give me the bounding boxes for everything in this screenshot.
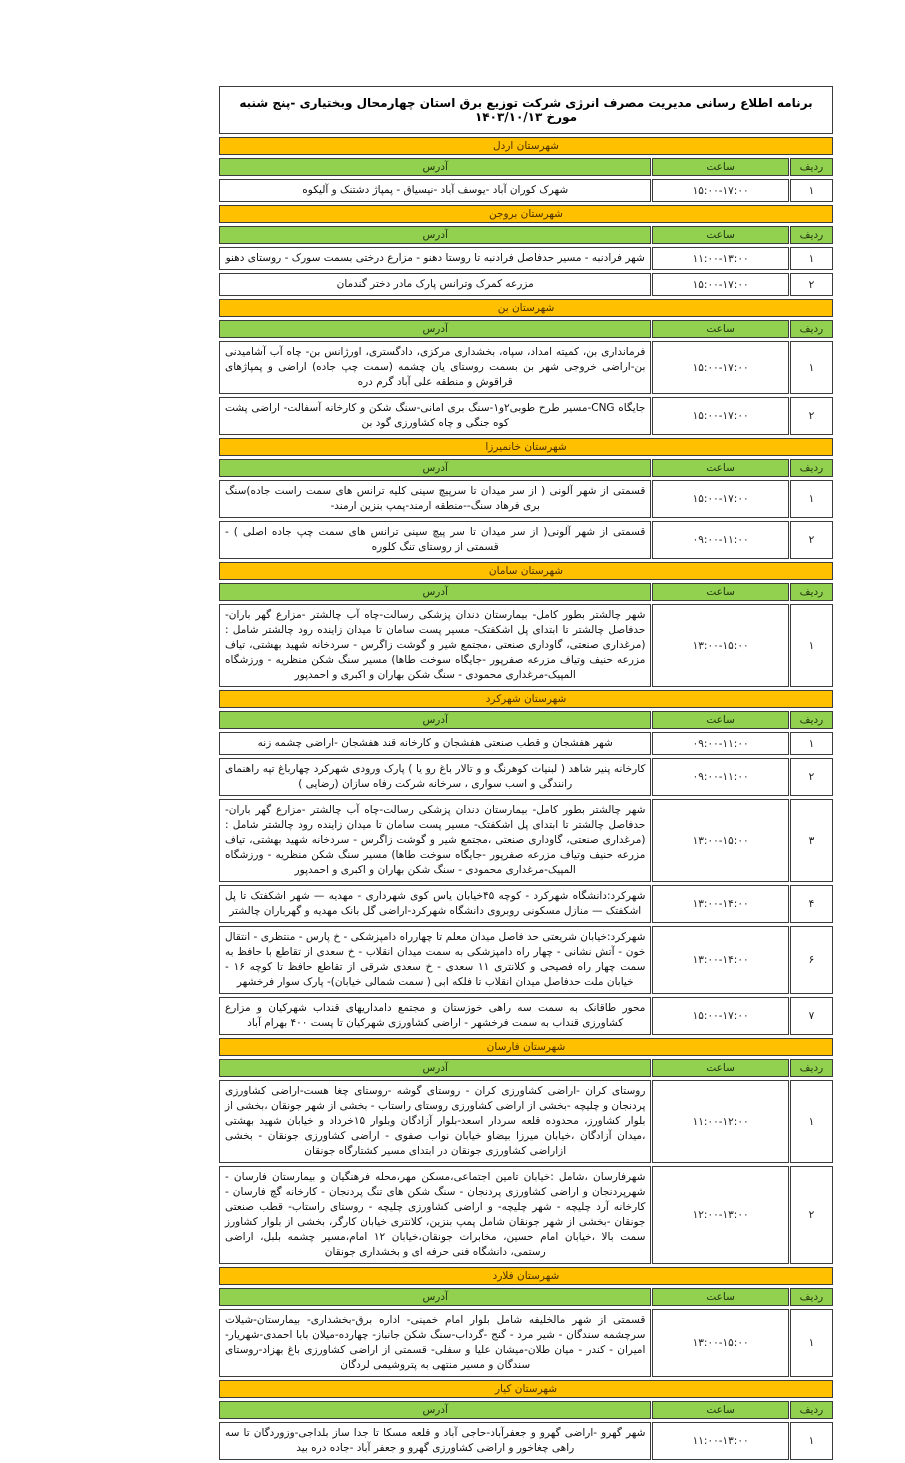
column-header-row-number: ردیف bbox=[790, 1288, 833, 1306]
row-number-cell: ۱ bbox=[790, 1422, 833, 1460]
column-header-address: آدرس bbox=[219, 1288, 651, 1306]
time-cell: ۱۲:۰۰-۱۳:۰۰ bbox=[652, 1166, 788, 1264]
column-header-row-number: ردیف bbox=[790, 320, 833, 338]
column-header-row bbox=[219, 1059, 833, 1077]
table-row bbox=[219, 1309, 833, 1377]
address-cell: شهرکرد:خیابان شریعتی حد فاصل میدان معلم تا چهارراه دامپزشکی - خ پارس - منتظری - انتقال خون - آتش نشانی - چهار راه دامپزشکی به سمت میدان انقلاب - خ سعدی از تقاطع با حافظ به سمت چهار راه فصیحی و کلانتری ۱۱ سعدی - خ سعدی شرقی از تقاطع حافظ تا کوچه ۱۶ - خیابان ملت حدفاصل میدان انقلاب تا فلکه ابی ( سمت شمالی خیابان)- پارک سوار فرخشهر bbox=[219, 926, 651, 994]
time-cell: ۱۵:۰۰-۱۷:۰۰ bbox=[652, 273, 788, 296]
column-header-time: ساعت bbox=[652, 320, 788, 338]
row-number-cell: ۱ bbox=[790, 480, 833, 518]
section-header-title: شهرستان بن bbox=[219, 299, 833, 317]
address-cell: شهر چالشتر بطور کامل- بیمارستان دندان پزشکی رسالت-چاه آب چالشتر -مزارع گهر باران-حدفاصل چالشتر تا ابتدای پل اشکفتک- مسیر پست سامان تا میدان زاینده رود چالشتر شامل :(مرغداری صنعتی، گاوداری صنعتی ،مجتمع شیر و گوشت زاگرس - سردخانه شهید بهشتی، تیاف مزرعه حنیف وتیاف مزرعه صفرپور -جایگاه سوخت طاها) مسیر سنگ شکن منظریه - ورزشگاه المپیک-مرغداری محمودی - سنگ شکن بهاران و اکبری و احمدپور bbox=[219, 604, 651, 687]
row-number-cell: ۳ bbox=[790, 799, 833, 882]
time-cell: ۱۵:۰۰-۱۷:۰۰ bbox=[652, 480, 788, 518]
row-number-cell: ۲ bbox=[790, 273, 833, 296]
address-cell: روستای کران -اراضی کشاورزی کران - روستای گوشه -روستای چغا هست-اراضی کشاورزی پردنجان و چلیچه -بخشی از اراضی کشاورزی روستای راستاب - بخشی از شهر جونقان ،بخشی از بلوار کشاورز، محدوده قلعه سردار اسعد-بلوار آزادگان وبلوار ۱۵خرداد و خیابان شهید بهشتی ،میدان آزادگان ،خیابان میرزا بیضاو خیابان نواب صفوی - اراضی کشاورزی جونقان - بخشی ازاراضی کشاورزی جونقان در ابتدای مسیر کشتارگاه جونقان bbox=[219, 1080, 651, 1163]
table-row bbox=[219, 732, 833, 755]
time-cell: ۱۳:۰۰-۱۴:۰۰ bbox=[652, 885, 788, 923]
time-cell: ۱۱:۰۰-۱۲:۰۰ bbox=[652, 1080, 788, 1163]
table-row bbox=[219, 758, 833, 796]
time-cell: ۱۵:۰۰-۱۷:۰۰ bbox=[652, 341, 788, 394]
row-number-cell: ۱ bbox=[790, 247, 833, 270]
table-row bbox=[219, 273, 833, 296]
column-header-time: ساعت bbox=[652, 1059, 788, 1077]
address-cell: محور طاقانک به سمت سه راهی خوزستان و مجتمع دامداریهای قنداب شهرکیان و مزارع کشاورزی قنداب به سمت فرخشهر - اراضی کشاورزی شهرکیان تا پست ۴۰۰ بهرام آباد bbox=[219, 997, 651, 1035]
section-header-row bbox=[219, 299, 833, 317]
address-cell: شهر هفشجان و قطب صنعتی هفشجان و کارخانه قند هفشجان -اراضی چشمه زنه bbox=[219, 732, 651, 755]
address-cell: قسمتی از شهر مالخلیفه شامل بلوار امام خمینی- اداره برق-بخشداری- بیمارستان-شیلات سرچشمه سندگان - شیر مرد - گنج -گرداب-سنگ شکن جانباز- چهارده-میلان بابا احمدی-شهریار-امیران - کندر - میان طلان-میشان علیا و سفلی- قسمتی از اراضی کشاورزی باغ بهزاد-روستای سندگان و مسیر منتهی به پتروشیمی لردگان bbox=[219, 1309, 651, 1377]
column-header-row bbox=[219, 583, 833, 601]
section-header-title: شهرستان کیار bbox=[219, 1380, 833, 1398]
section-header-row bbox=[219, 690, 833, 708]
row-number-cell: ۶ bbox=[790, 926, 833, 994]
address-cell: شهرفارسان ،شامل :خیابان تامین اجتماعی،مسکن مهر،محله فرهنگیان و بیمارستان فارسان - شهرپردنجان و اراضی کشاورزی پردنجان - سنگ شکن های تنگ پردنجان - کارخانه گچ فارسان - کارخانه آرد چلیچه - شهر چلیچه- و اراضی کشاورزی چلیچه - روستای راستاب- قطب صنعتی جونقان -بخشی از شهر جونقان شامل پمپ بنزین، کلانتری خیابان کارگر، بخشی از بلوار کشاورز سمت بالا ،خیابان امام حسین، مخابرات جونقان،خیابان ۱۲ امام،مسیر چشمه بلبل، اراضی رستمی، دانشگاه فنی حرفه ای و بخشداری جونقان bbox=[219, 1166, 651, 1264]
section-header-title: شهرستان شهرکرد bbox=[219, 690, 833, 708]
column-header-row-number: ردیف bbox=[790, 1401, 833, 1419]
section-header-title: شهرستان اردل bbox=[219, 137, 833, 155]
row-number-cell: ۱ bbox=[790, 1080, 833, 1163]
table-row bbox=[219, 997, 833, 1035]
document-title: برنامه اطلاع رسانی مدیریت مصرف انرژی شرکت توزیع برق استان چهارمحال وبختیاری -پنج شنبه مورخ ۱۴۰۳/۱۰/۱۳ bbox=[219, 86, 833, 134]
address-cell: کارخانه پنیر شاهد ( لبنیات کوهرنگ و و تالار باغ رو یا ) پارک ورودی شهرکرد چهارباغ تپه راهنمای رانندگی و اسب سواری ، سرخانه شرکت رفاه سازان (رضایی ) bbox=[219, 758, 651, 796]
column-header-row bbox=[219, 459, 833, 477]
address-cell: شهرکرد:دانشگاه شهرکرد - کوچه ۴۵خیابان یاس کوی شهرداری - مهدیه — شهر اشکفتک تا پل اشکفتک — منازل مسکونی روبروی دانشگاه شهرکرد-اراضی گل بانک مهدیه و گهرباران چالشتر bbox=[219, 885, 651, 923]
table-row bbox=[219, 926, 833, 994]
address-cell: مزرعه کمرک وترانس پارک مادر دختر گندمان bbox=[219, 273, 651, 296]
time-cell: ۱۳:۰۰-۱۴:۰۰ bbox=[652, 926, 788, 994]
address-cell: شهر چالشتر بطور کامل- بیمارستان دندان پزشکی رسالت-چاه آب چالشتر -مزارع گهر باران-حدفاصل چالشتر تا ابتدای پل اشکفتک- مسیر پست سامان تا میدان زاینده رود چالشتر شامل :(مرغداری صنعتی، گاوداری صنعتی ،مجتمع شیر و گوشت زاگرس - سردخانه شهید بهشتی، تیاف مزرعه حنیف وتیاف مزرعه صفرپور -جایگاه سوخت طاها) مسیر سنگ شکن منظریه - ورزشگاه المپیک-مرغداری محمودی - سنگ شکن بهاران و اکبری و احمدپور bbox=[219, 799, 651, 882]
column-header-time: ساعت bbox=[652, 158, 788, 176]
column-header-address: آدرس bbox=[219, 1401, 651, 1419]
row-number-cell: ۱ bbox=[790, 732, 833, 755]
time-cell: ۰۹:۰۰-۱۱:۰۰ bbox=[652, 732, 788, 755]
time-cell: ۱۵:۰۰-۱۷:۰۰ bbox=[652, 997, 788, 1035]
time-cell: ۱۳:۰۰-۱۵:۰۰ bbox=[652, 1309, 788, 1377]
table-row bbox=[219, 1166, 833, 1264]
column-header-row bbox=[219, 226, 833, 244]
time-cell: ۱۵:۰۰-۱۷:۰۰ bbox=[652, 179, 788, 202]
row-number-cell: ۷ bbox=[790, 997, 833, 1035]
row-number-cell: ۱ bbox=[790, 604, 833, 687]
table-row bbox=[219, 885, 833, 923]
table-row bbox=[219, 341, 833, 394]
row-number-cell: ۴ bbox=[790, 885, 833, 923]
column-header-time: ساعت bbox=[652, 1288, 788, 1306]
address-cell: قسمتی از شهر آلونی ( از سر میدان تا سرپیچ سینی کلیه ترانس های سمت راست جاده)سنگ بری فرهاد سنگ--منطقه ارمند-پمپ بنزین ارمند- bbox=[219, 480, 651, 518]
time-cell: ۱۵:۰۰-۱۷:۰۰ bbox=[652, 397, 788, 435]
column-header-row bbox=[219, 711, 833, 729]
section-header-row bbox=[219, 137, 833, 155]
section-header-title: شهرستان فارسان bbox=[219, 1038, 833, 1056]
time-cell: ۱۱:۰۰-۱۳:۰۰ bbox=[652, 1422, 788, 1460]
table-row bbox=[219, 1422, 833, 1460]
table-row bbox=[219, 247, 833, 270]
column-header-time: ساعت bbox=[652, 226, 788, 244]
column-header-address: آدرس bbox=[219, 158, 651, 176]
time-cell: ۱۳:۰۰-۱۵:۰۰ bbox=[652, 604, 788, 687]
table-row bbox=[219, 397, 833, 435]
column-header-time: ساعت bbox=[652, 459, 788, 477]
section-header-row bbox=[219, 1380, 833, 1398]
row-number-cell: ۲ bbox=[790, 1166, 833, 1264]
section-header-row bbox=[219, 438, 833, 456]
column-header-row-number: ردیف bbox=[790, 583, 833, 601]
address-cell: شهر گهرو -اراضی گهرو و جعفرآباد-حاجی آباد و قلعه مسکا تا جدا ساز بلداجی-وزوردگان تا سه راهی چغاخور و اراضی کشاورزی گهرو و جعفر آباد -جاده دره بید bbox=[219, 1422, 651, 1460]
outage-schedule-table bbox=[218, 83, 834, 1463]
column-header-time: ساعت bbox=[652, 1401, 788, 1419]
section-header-title: شهرستان سامان bbox=[219, 562, 833, 580]
section-header-title: شهرستان بروجن bbox=[219, 205, 833, 223]
table-row bbox=[219, 521, 833, 559]
address-cell: جایگاه CNG-مسیر طرح طوبی۲و۱-سنگ بری امانی-سنگ شکن و کارخانه آسفالت- اراضی پشت کوه جنگی و چاه کشاورزی گود بن bbox=[219, 397, 651, 435]
title-row bbox=[219, 86, 833, 134]
column-header-address: آدرس bbox=[219, 320, 651, 338]
time-cell: ۱۱:۰۰-۱۳:۰۰ bbox=[652, 247, 788, 270]
row-number-cell: ۱ bbox=[790, 341, 833, 394]
address-cell: شهر فرادنبه - مسیر حدفاصل فرادنبه تا روستا دهنو - مزارع درختی بسمت سورک - روستای دهنو bbox=[219, 247, 651, 270]
table-row bbox=[219, 179, 833, 202]
table-row bbox=[219, 1080, 833, 1163]
column-header-row-number: ردیف bbox=[790, 226, 833, 244]
table-row bbox=[219, 480, 833, 518]
address-cell: قسمتی از شهر آلونی( از سر میدان تا سر پیچ سینی ترانس های سمت چپ جاده اصلی ) - قسمتی از روستای تنگ کلوره bbox=[219, 521, 651, 559]
time-cell: ۱۳:۰۰-۱۵:۰۰ bbox=[652, 799, 788, 882]
column-header-row-number: ردیف bbox=[790, 1059, 833, 1077]
section-header-title: شهرستان فلارد bbox=[219, 1267, 833, 1285]
column-header-row bbox=[219, 158, 833, 176]
address-cell: شهرک کوران آباد -یوسف آباد -نیسیاق - پمپاژ دشتنک و آلیکوه bbox=[219, 179, 651, 202]
row-number-cell: ۲ bbox=[790, 521, 833, 559]
section-header-row bbox=[219, 205, 833, 223]
table-row bbox=[219, 604, 833, 687]
column-header-row bbox=[219, 320, 833, 338]
column-header-address: آدرس bbox=[219, 459, 651, 477]
table-row bbox=[219, 799, 833, 882]
row-number-cell: ۱ bbox=[790, 179, 833, 202]
row-number-cell: ۲ bbox=[790, 397, 833, 435]
time-cell: ۰۹:۰۰-۱۱:۰۰ bbox=[652, 758, 788, 796]
section-header-row bbox=[219, 562, 833, 580]
section-header-row bbox=[219, 1267, 833, 1285]
column-header-address: آدرس bbox=[219, 711, 651, 729]
column-header-row-number: ردیف bbox=[790, 158, 833, 176]
column-header-address: آدرس bbox=[219, 1059, 651, 1077]
column-header-address: آدرس bbox=[219, 226, 651, 244]
row-number-cell: ۱ bbox=[790, 1309, 833, 1377]
column-header-time: ساعت bbox=[652, 711, 788, 729]
section-header-row bbox=[219, 1038, 833, 1056]
column-header-row-number: ردیف bbox=[790, 459, 833, 477]
column-header-row bbox=[219, 1401, 833, 1419]
column-header-row-number: ردیف bbox=[790, 711, 833, 729]
row-number-cell: ۲ bbox=[790, 758, 833, 796]
time-cell: ۰۹:۰۰-۱۱:۰۰ bbox=[652, 521, 788, 559]
column-header-time: ساعت bbox=[652, 583, 788, 601]
section-header-title: شهرستان خانمیرزا bbox=[219, 438, 833, 456]
address-cell: فرمانداری بن، کمیته امداد، سپاه، بخشداری مرکزی، دادگستری، اورژانس بن- چاه آب آشامیدنی بن-اراضی خروجی شهر بن بسمت روستای یان چشمه (سمت چپ جاده) اراضی و پمپاژهای قراقوش و منطقه علی آباد گرم دره bbox=[219, 341, 651, 394]
column-header-address: آدرس bbox=[219, 583, 651, 601]
column-header-row bbox=[219, 1288, 833, 1306]
